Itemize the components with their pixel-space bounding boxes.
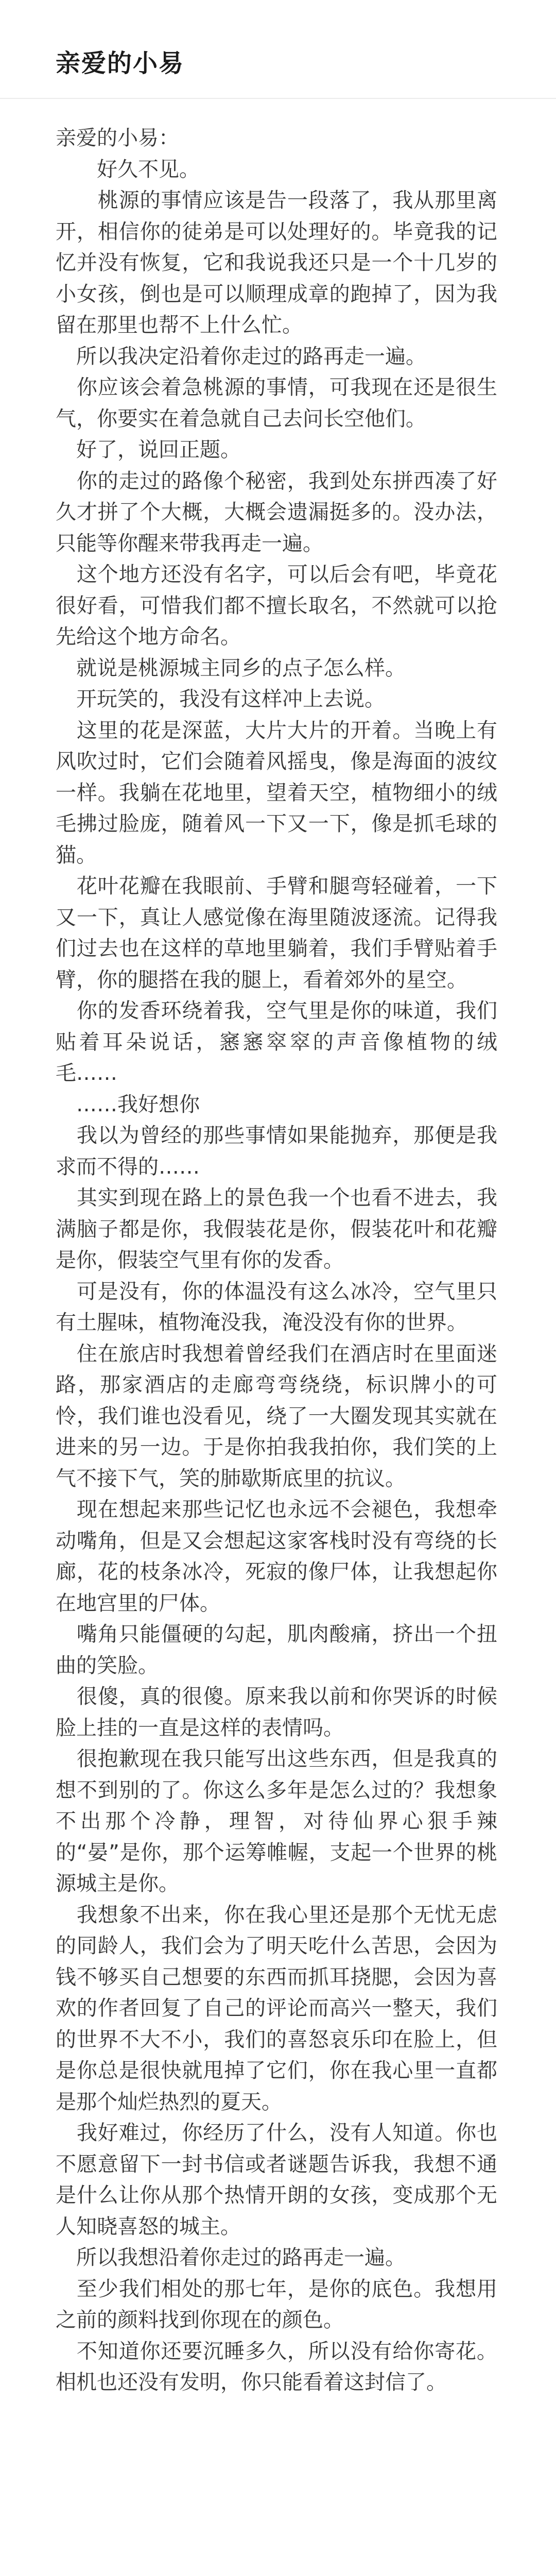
page-title: 亲爱的小易 bbox=[56, 49, 185, 78]
letter-paragraph: 所以我决定沿着你走过的路再走一遍。 bbox=[56, 344, 426, 368]
letter-paragraph: 好久不见。 bbox=[56, 157, 200, 181]
letter-paragraph: 嘴角只能僵硬的勾起，肌肉酸痛，挤出一个扭曲的笑脸。 bbox=[56, 1622, 497, 1677]
letter-paragraph: 很抱歉现在我只能写出这些东西，但是我真的想不到别的了。你这么多年是怎么过的？我想象不出那个冷静，理智，对待仙界心狠手辣的“晏”是你，那个运筹帷幄，支起一个世界的桃源城主是你。 bbox=[56, 1747, 497, 1895]
letter-paragraph: 你应该会着急桃源的事情，可我现在还是很生气，你要实在着急就自己去问长空他们。 bbox=[56, 376, 497, 431]
letter-paragraph: 可是没有，你的体温没有这么冰冷，空气里只有土腥味，植物淹没我，淹没没有你的世界。 bbox=[56, 1279, 497, 1334]
letter-paragraph: 其实到现在路上的景色我一个也看不进去，我满脑子都是你，我假装花是你，假装花叶和花瓣是你，假装空气里有你的发香。 bbox=[56, 1186, 497, 1272]
letter-paragraph: ……我好想你 bbox=[56, 1092, 200, 1116]
letter-paragraph: 很傻，真的很傻。原来我以前和你哭诉的时候脸上挂的一直是这样的表情吗。 bbox=[56, 1685, 497, 1740]
salutation: 亲爱的小易： bbox=[56, 126, 179, 150]
letter-paragraph: 我以为曾经的那些事情如果能抛弃，那便是我求而不得的…… bbox=[56, 1124, 497, 1179]
letter-paragraph: 好了，说回正题。 bbox=[56, 438, 241, 462]
letter-paragraph: 花叶花瓣在我眼前、手臂和腿弯轻碰着，一下又一下，真让人感觉像在海里随波逐流。记得我们过去也在这样的草地里躺着，我们手臂贴着手臂，你的腿搭在我的腿上，看着郊外的星空。 bbox=[56, 874, 497, 992]
letter-paragraph: 所以我想沿着你走过的路再走一遍。 bbox=[56, 2246, 406, 2269]
letter-paragraph: 桃源的事情应该是告一段落了，我从那里离开，相信你的徒弟是可以处理好的。毕竟我的记忆并没有恢复，它和我说我还只是一个十几岁的小女孩，倒也是可以顺理成章的跑掉了，因为我留在那里也帮不上什么忙。 bbox=[56, 189, 497, 337]
letter-paragraph: 至少我们相处的那七年，是你的底色。我想用之前的颜料找到你现在的颜色。 bbox=[56, 2277, 497, 2332]
letter-paragraph: 开玩笑的，我没有这样冲上去说。 bbox=[56, 687, 385, 711]
letter-paragraph: 不知道你还要沉睡多久，所以没有给你寄花。相机也还没有发明，你只能看着这封信了。 bbox=[56, 2339, 497, 2394]
letter-paragraph: 这里的花是深蓝，大片大片的开着。当晚上有风吹过时，它们会随着风摇曳，像是海面的波纹一样。我躺在花地里，望着天空，植物细小的绒毛拂过脸庞，随着风一下又一下，像是抓毛球的猫。 bbox=[56, 718, 497, 867]
letter-paragraph: 你的发香环绕着我，空气里是你的味道，我们贴着耳朵说话，窸窸窣窣的声音像植物的绒毛…… bbox=[56, 999, 497, 1085]
top-bar bbox=[0, 0, 556, 99]
letter-paragraph: 我好难过，你经历了什么，没有人知道。你也不愿意留下一封书信或者谜题告诉我，我想不通是什么让你从那个热情开朗的女孩，变成那个无人知晓喜怒的城主。 bbox=[56, 2121, 497, 2239]
letter-paragraph: 我想象不出来，你在我心里还是那个无忧无虑的同龄人，我们会为了明天吃什么苦思，会因为钱不够买自己想要的东西而抓耳挠腮，会因为喜欢的作者回复了自己的评论而高兴一整天，我们的世界不大不小，我们的喜怒哀乐印在脸上，但是你总是很快就甩掉了它们，你在我心里一直都是那个灿烂热烈的夏天。 bbox=[56, 1903, 497, 2114]
letter-paragraph: 就说是桃源城主同乡的点子怎么样。 bbox=[56, 656, 406, 680]
header-divider bbox=[0, 98, 556, 99]
letter-paragraph: 你的走过的路像个秘密，我到处东拼西凑了好久才拼了个大概，大概会遗漏挺多的。没办法，只能等你醒来带我再走一遍。 bbox=[56, 469, 497, 555]
letter-paragraph: 现在想起来那些记忆也永远不会褪色，我想牵动嘴角，但是又会想起这家客栈时没有弯绕的长廊，花的枝条冰冷，死寂的像尸体，让我想起你在地宫里的尸体。 bbox=[56, 1498, 497, 1615]
letter-body bbox=[56, 123, 497, 2398]
letter-paragraph: 住在旅店时我想着曾经我们在酒店时在里面迷路，那家酒店的走廊弯弯绕绕，标识牌小的可怜，我们谁也没看见，绕了一大圈发现其实就在进来的另一边。于是你拍我我拍你，我们笑的上气不接下气，笑的肺歇斯底里的抗议。 bbox=[56, 1342, 497, 1490]
letter-paragraph: 这个地方还没有名字，可以后会有吧，毕竟花很好看，可惜我们都不擅长取名，不然就可以抢先给这个地方命名。 bbox=[56, 563, 497, 649]
